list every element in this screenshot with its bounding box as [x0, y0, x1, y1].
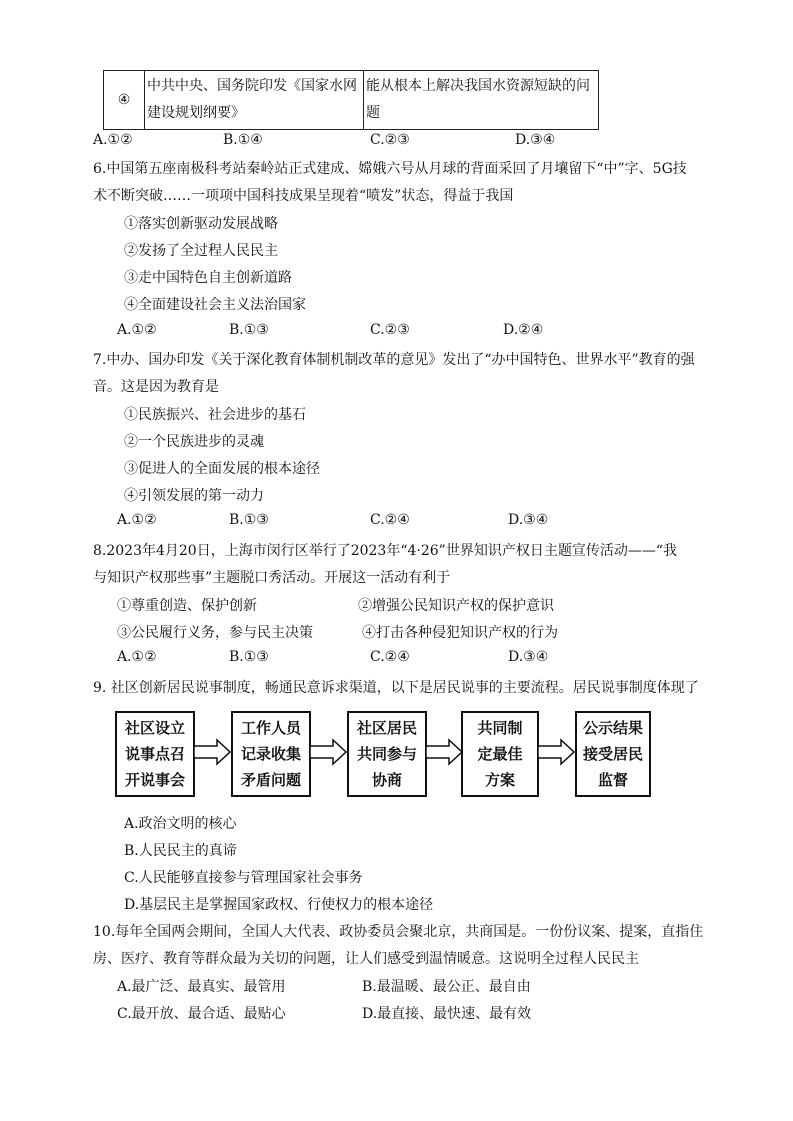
table-row-number: ④: [104, 71, 145, 130]
table-cell-significance: [364, 71, 599, 130]
q8-option-b: B.①③: [229, 649, 269, 665]
q10-option-d: D.最直接、最快速、最有效: [362, 1006, 532, 1022]
q8-stem-line1: 8.2023年4月20日，上海市闵行区举行了2023年“4·26”世界知识产权日主题宣传活动——“我: [93, 543, 677, 559]
flow-step-text: 公示结果: [582, 719, 643, 737]
q8-option-d: D.③④: [508, 649, 549, 665]
q7-stem-line1: 7.中办、国办印发《关于深化教育体制机制改革的意见》发出了“办中国特色、世界水平”教育的强: [93, 352, 695, 368]
q8-option-c: C.②④: [370, 649, 410, 665]
q7-item-2: ②一个民族进步的灵魂: [124, 434, 264, 450]
flow-step-text: 定最佳: [477, 745, 523, 763]
q9-option-d: D.基层民主是掌握国家政权、行使权力的根本途径: [124, 897, 434, 913]
q10-option-b: B.最温暖、最公正、最自由: [362, 979, 531, 995]
q7-option-b: B.①③: [229, 512, 269, 528]
q7-option-a: A.①②: [117, 512, 157, 528]
q7-item-3: ③促进人的全面发展的根本途径: [124, 461, 320, 477]
q8-item-3: ③公民履行义务，参与民主决策: [117, 625, 313, 641]
flow-step-text: 协商: [371, 771, 402, 789]
flow-step-4: [461, 711, 539, 797]
q6-option-c: C.②③: [370, 322, 410, 338]
hollow-right-arrow-icon: [425, 738, 463, 766]
q5-option-b: B.①④: [223, 132, 263, 148]
q10-stem-line2: 房、医疗、教育等群众最为关切的问题，让人们感受到温情暖意。这说明全过程人民民主: [93, 951, 639, 967]
flow-step-5: [575, 711, 651, 797]
flow-step-text: 监督: [597, 771, 628, 789]
flow-step-text: 开说事会: [124, 771, 185, 789]
q8-option-a: A.①②: [117, 649, 157, 665]
q8-item-1: ①尊重创造、保护创新: [117, 598, 257, 614]
flow-step-text: 社区设立: [124, 719, 185, 737]
table-cell-text: 能从根本上解决我国水资源短缺的问: [366, 78, 590, 94]
q9-option-b: B.人民民主的真谛: [124, 843, 237, 859]
q8-item-2: ②增强公民知识产权的保护意识: [358, 598, 554, 614]
q6-item-4: ④全面建设社会主义法治国家: [124, 297, 306, 313]
q10-option-c: C.最开放、最合适、最贴心: [117, 1006, 286, 1022]
table-cell-event: [145, 71, 364, 130]
q10-stem-line1: 10.每年全国两会期间，全国人大代表、政协委员会聚北京，共商国是。一份份议案、提案，直指住: [93, 924, 704, 940]
flow-step-1: [115, 711, 195, 797]
flow-step-3: [347, 711, 427, 797]
hollow-right-arrow-icon: [537, 738, 575, 766]
q6-stem-line1: 6.中国第五座南极科考站秦岭站正式建成、嫦娥六号从月球的背面采回了月壤留下“中”字、5G技: [93, 161, 687, 177]
q6-option-b: B.①③: [229, 322, 269, 338]
q7-item-1: ①民族振兴、社会进步的基石: [124, 407, 306, 423]
hollow-right-arrow-icon: [193, 738, 231, 766]
q9-option-c: C.人民能够直接参与管理国家社会事务: [124, 870, 363, 886]
flow-step-2: [231, 711, 311, 797]
q6-item-3: ③走中国特色自主创新道路: [124, 270, 292, 286]
hollow-right-arrow-icon: [309, 738, 347, 766]
flow-step-text: 工作人员: [240, 719, 301, 737]
q6-option-d: D.②④: [503, 322, 544, 338]
q6-item-1: ①落实创新驱动发展战略: [124, 216, 278, 232]
q6-option-a: A.①②: [117, 322, 157, 338]
flow-step-text: 共同参与: [356, 745, 417, 763]
table-row: [104, 71, 599, 130]
q5-option-a: A.①②: [93, 132, 133, 148]
q7-item-4: ④引领发展的第一动力: [124, 488, 264, 504]
flow-step-text: 方案: [484, 771, 515, 789]
flow-step-text: 共同制: [477, 719, 523, 737]
q7-option-c: C.②④: [370, 512, 410, 528]
q5-option-d: D.③④: [515, 132, 556, 148]
flow-step-text: 社区居民: [356, 719, 417, 737]
q9-stem-line1: 9. 社区创新居民说事制度，畅通民意诉求渠道，以下是居民说事的主要流程。居民说事制度体现了: [93, 680, 699, 696]
table-cell-text: 建设规划纲要》: [147, 105, 245, 121]
q6-item-2: ②发扬了全过程人民民主: [124, 243, 278, 259]
q8-stem-line2: 与知识产权那些事”主题脱口秀活动。开展这一活动有利于: [93, 570, 451, 586]
q5-table: [103, 70, 599, 130]
table-cell-text: 题: [366, 105, 380, 121]
q6-stem-line2: 术不断突破……一项项中国科技成果呈现着“喷发”状态，得益于我国: [93, 188, 514, 204]
q8-item-4: ④打击各种侵犯知识产权的行为: [362, 625, 558, 641]
flow-step-text: 矛盾问题: [240, 771, 301, 789]
q7-option-d: D.③④: [508, 512, 549, 528]
q5-option-c: C.②③: [370, 132, 410, 148]
flow-step-text: 记录收集: [240, 745, 301, 763]
q10-option-a: A.最广泛、最真实、最管用: [117, 979, 286, 995]
flow-step-text: 说事点召: [124, 745, 185, 763]
q9-option-a: A.政治文明的核心: [124, 816, 237, 832]
table-cell-text: 中共中央、国务院印发《国家水网: [147, 78, 357, 94]
q7-stem-line2: 音。这是因为教育是: [93, 379, 219, 395]
flow-step-text: 接受居民: [582, 745, 643, 763]
